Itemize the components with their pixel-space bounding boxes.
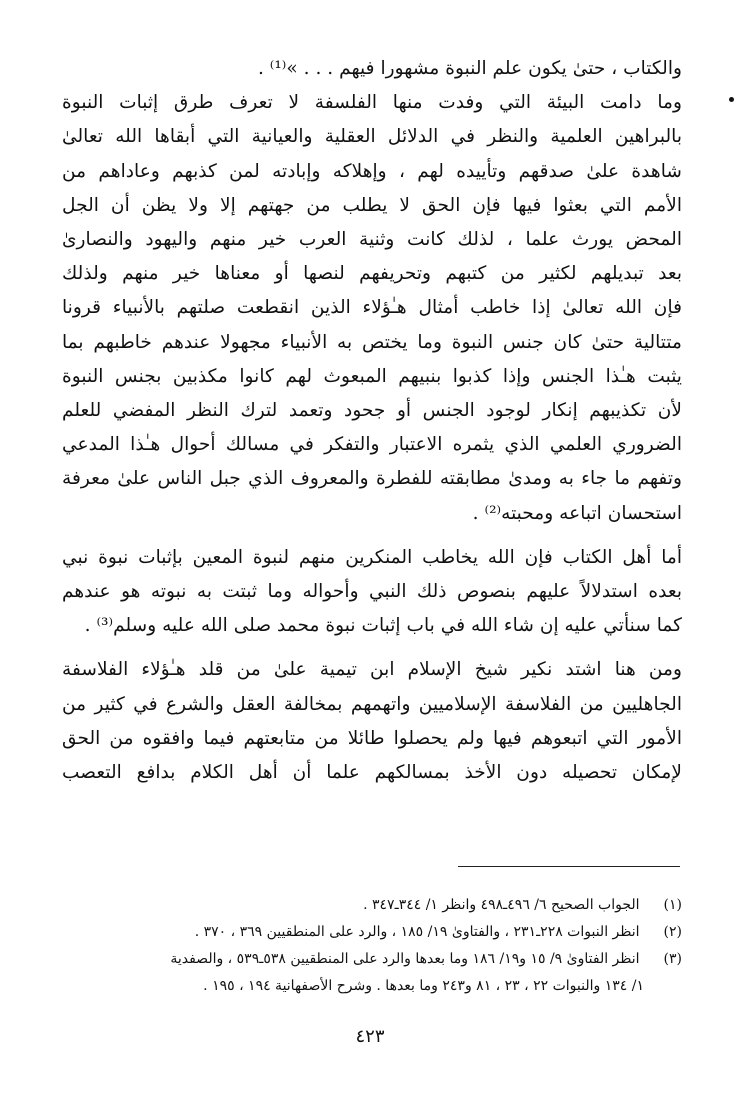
text-line: شاهدة علىٰ صدقهم وتأييده لهم ، وإهلاكه وإبادته لمن كذبهم وعاداهم من: [62, 160, 682, 182]
text-line: بالبراهين العلمية والنظر في الدلائل العقلية والعيانية التي أبقاها الله تعالىٰ: [62, 126, 682, 148]
text-line: الضروري العلمي الذي يثمره الاعتبار والتفكر في مسالك أحوال هـٰذا المدعي: [62, 434, 682, 456]
footnote-text: انظر الفتاوىٰ ٩/ ١٥ و١٩/ ١٨٦ وما بعدها والرد على المنطقيين ٥٣٨ـ٥٣٩ ، والصفدية: [170, 951, 640, 967]
text-line: المحض يورث علما ، لذلك كانت وثنية العرب خير منهم واليهود والنصارىٰ: [62, 229, 682, 251]
footnote-continuation: ١/ ١٣٤ والنبوات ٢٢ ، ٢٣ ، ٨١ و٢٤٣ وما بعدها . وشرح الأصفهانية ١٩٤ ، ١٩٥ .: [203, 978, 644, 994]
text-line: وتفهم ما جاء به ومدىٰ مطابقته للفطرة والمعروف الذي جبل الناس علىٰ معرفة: [62, 468, 682, 490]
paragraph: [62, 86, 682, 531]
page-number: ٤٢٣: [355, 1026, 385, 1047]
text-line: وما دامت البيئة التي وفدت منها الفلسفة لا تعرف طرق إثبات النبوة: [62, 92, 682, 114]
text-line: بعد تبديلهم لكثير من كتبهم وتحريفهم لنصها أو معناها خير منهم ولذلك: [62, 263, 682, 285]
text-line: والكتاب ، حتىٰ يكون علم النبوة مشهورا فيهم . . . »⁽¹⁾ .: [257, 58, 682, 79]
footnote-number: (٢): [663, 924, 682, 940]
paragraph: [62, 52, 682, 86]
text-line: الأمور التي اتبعوهم فيها ولم يحصلوا طائلا من متابعتهم فيما وافقوه من الحق: [62, 727, 682, 749]
text-line: يثبت هـٰذا الجنس وإذا كذبوا بنبيهم المبعوث لهم كانوا مكذبين بجنس النبوة: [62, 365, 682, 387]
text-line: لأن تكذيبهم إنكار لوجود الجنس أو جحود وتعمد لترك النظر المفضي للعلم: [62, 400, 682, 422]
footnote-separator: [458, 866, 680, 867]
text-line: لإمكان تحصيله دون الأخذ بمسالكهم علما أن أهل الكلام بدافع التعصب: [62, 762, 682, 784]
footnote-text: الجواب الصحيح ٦/ ٤٩٦ـ٤٩٨ وانظر ١/ ٣٤٤ـ٣٤٧ .: [363, 897, 640, 913]
text-line: استحسان اتباعه ومحبته⁽²⁾ .: [472, 502, 682, 524]
footnote-number: (١): [663, 897, 682, 913]
text-line: متتالية حتىٰ كان جنس النبوة وما يختص به الأنبياء مجهولا عندهم خاطبهم بما: [62, 331, 682, 353]
text-line: ومن هنا اشتد نكير شيخ الإسلام ابن تيمية علىٰ من قلد هـٰؤلاء الفلاسفة: [62, 659, 682, 681]
footnote-number: (٣): [663, 951, 682, 967]
footnote: [62, 892, 682, 919]
paragraph: [62, 541, 682, 644]
main-text: [62, 52, 682, 790]
paragraph: [62, 653, 682, 790]
text-line: بعده استدلالاً عليهم بنصوص ذلك النبي وأحواله وما ثبتت به نبوته هو عندهم: [62, 581, 682, 603]
footnotes: [62, 892, 682, 1000]
text-line: الأمم التي بعثوا فيها فإن الحق لا يطلب من جهتهم إلا ولا يظن أن الجل: [62, 194, 682, 216]
footnote: [62, 919, 682, 946]
margin-dot: [729, 97, 734, 102]
text-line: الجاهليين من الفلاسفة الإسلاميين واتهمهم بمخالفة العقل والشرع في كثير من: [62, 693, 682, 715]
footnote-text: انظر النبوات ٢٢٨ـ٢٣١ ، والفتاوىٰ ١٩/ ١٨٥ ، والرد على المنطقيين ٣٦٩ ، ٣٧٠ .: [194, 924, 640, 940]
footnote: [62, 946, 682, 973]
text-line: أما أهل الكتاب فإن الله يخاطب المنكرين منهم لنبوة المعين بإثبات نبوة نبي: [62, 546, 682, 568]
text-line: كما سنأتي عليه إن شاء الله في باب إثبات نبوة محمد صلى الله عليه وسلم⁽³⁾ .: [84, 615, 682, 637]
text-line: فإن الله تعالىٰ إذا خاطب أمثال هـٰؤلاء الذين انقطعت صلتهم بالأنبياء قرونا: [62, 297, 682, 319]
